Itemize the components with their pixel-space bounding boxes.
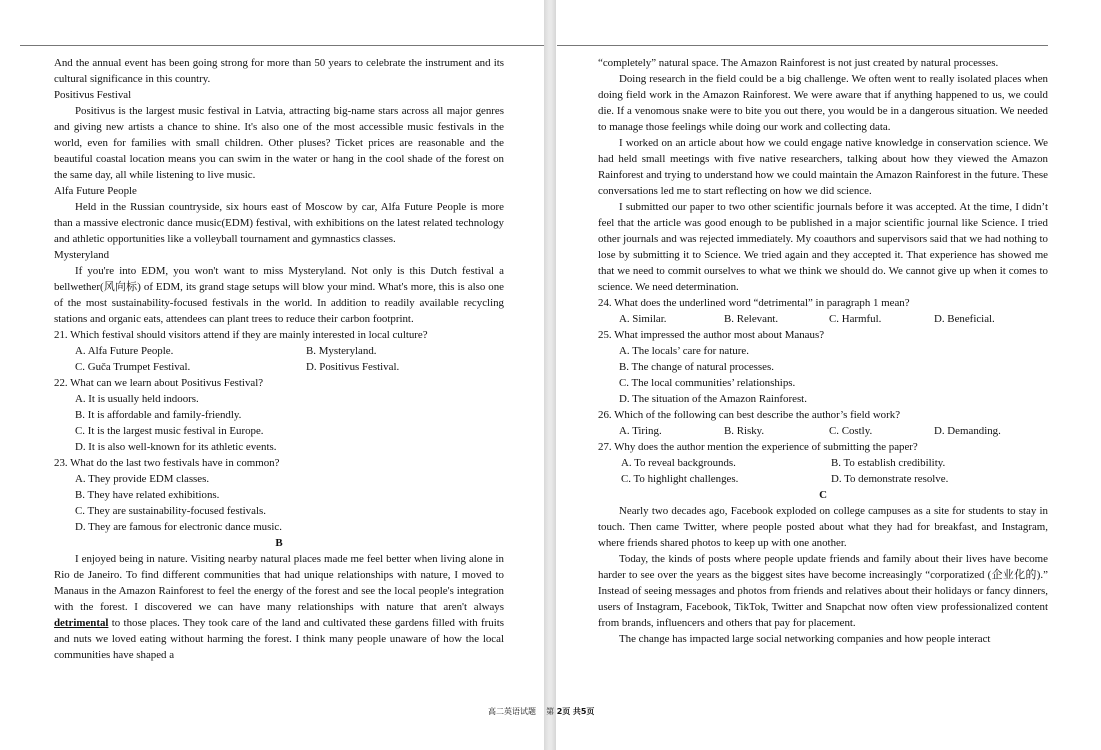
option: C. Guča Trumpet Festival. (75, 361, 191, 373)
question-23-options (54, 471, 504, 535)
option: A. Tiring. (619, 425, 662, 437)
option: A. To reveal backgrounds. (621, 457, 736, 469)
festival-heading-mysteryland: Mysteryland (54, 249, 110, 261)
section-c-heading: C (819, 489, 827, 501)
question-27-options (598, 455, 1048, 487)
passage-b-text-before: I enjoyed being in nature. Visiting nearby natural places made me feel better when living alone in Rio de Janeiro. To find different communities that had unique relationships with nature, I moved to Manaus in the Amazon Rainforest to feel the energy of the forest and see the local people's integration with the forest. I discovered we can have many relationships with nature that aren't always (54, 553, 504, 613)
positivus-paragraph: Positivus is the largest music festival in Latvia, attracting big-name stars across all major genres and giving new artists a chance to shine. It's also one of the most accessible music festivals in the world, even for families with small children. Other pluses? Ticket prices are reasonable and the beautiful coastal location means you can swim in the water or hang in the cool shade of the forest on the same day, all while listening to live music. (54, 105, 504, 181)
question-23: 23. What do the last two festivals have in common? (54, 457, 280, 469)
option: B. Risky. (724, 425, 765, 437)
option: D. Demanding. (934, 425, 1001, 437)
left-page (54, 55, 504, 663)
option: C. Harmful. (829, 313, 882, 325)
option: D. They are famous for electronic dance music. (75, 521, 282, 533)
passage-b-paragraph-3: I worked on an article about how we could engage native knowledge in conservation science. We had held small meetings with five native researchers, talking about how they viewed the Amazon Rainforest and trying to understand how we could maintain the Amazon Rainforest in the future. These conversations led me to start reflecting on how we did science. (598, 137, 1048, 197)
question-24: 24. What does the underlined word “detrimental” in paragraph 1 mean? (598, 297, 910, 309)
passage-b-text-after: to those places. They took care of the land and cultivated these gardens filled with fruits and nuts we loved eating without harming the forest. I think many people unaware of how the local communities have shaped a (54, 617, 504, 661)
option: C. Costly. (829, 425, 873, 437)
option: B. It is affordable and family-friendly. (75, 409, 242, 421)
page-gutter (544, 0, 556, 750)
question-27: 27. Why does the author mention the experience of submitting the paper? (598, 441, 918, 453)
page-footer (488, 706, 594, 718)
section-b-heading: B (275, 537, 283, 549)
option: C. The local communities’ relationships. (619, 377, 796, 389)
option: B. Mysteryland. (306, 345, 377, 357)
option: C. To highlight challenges. (621, 473, 739, 485)
question-26: 26. Which of the following can best describe the author’s field work? (598, 409, 901, 421)
passage-c-paragraph-3: The change has impacted large social networking companies and how people interact (619, 633, 991, 645)
festival-heading-positivus: Positivus Festival (54, 89, 132, 101)
question-25-options (598, 343, 1048, 407)
option: D. The situation of the Amazon Rainforest. (619, 393, 807, 405)
passage-c-paragraph-1: Nearly two decades ago, Facebook exploded on college campuses as a site for students to stay in touch. Then came Twitter, where people posted about what they had for breakfast, and Instagram, where friends shared photos to keep up with one another. (598, 505, 1048, 549)
passage-c-paragraph-2: Today, the kinds of posts where people update friends and family about their lives have become harder to see over the years as the biggest sites have become increasingly “corporatized (企业化的).” Instead of seeing messages and photos from friends and relatives about their holidays or fancy dinners, users of Instagram, Facebook, TikTok, Twitter and Snapchat now often view professionalized content from brands, influencers and others that pay for placement. (598, 553, 1048, 629)
intro-paragraph: And the annual event has been going strong for more than 50 years to celebrate the instrument and its cultural significance in this country. (54, 57, 504, 85)
option: A. It is usually held indoors. (75, 393, 199, 405)
option: D. Beneficial. (934, 313, 995, 325)
underlined-word-detrimental: detrimental (54, 617, 109, 629)
question-26-options (598, 423, 1048, 439)
passage-b-paragraph-2: Doing research in the field could be a big challenge. We often went to really isolated places when doing field work in the Amazon Rainforest. We were aware that if anything happened to us, we could die. If a venomous snake were to bite you out there, you would be in a dangerous situation. We needed to manage those feelings while doing our work and collecting data. (598, 73, 1048, 133)
question-22: 22. What can we learn about Positivus Festival? (54, 377, 264, 389)
footer-subject: 高二英语试题 (488, 707, 536, 716)
question-21-options (54, 343, 504, 375)
left-header-rule (20, 45, 544, 46)
option: D. To demonstrate resolve. (831, 473, 949, 485)
option: A. The locals’ care for nature. (619, 345, 749, 357)
question-25: 25. What impressed the author most about Manaus? (598, 329, 825, 341)
passage-b-paragraph-4: I submitted our paper to two other scientific journals before it was accepted. At the time, I didn’t feel that the article was good enough to be published in a major scientific journal like Science. I tried other journals and was rejected immediately. My coauthors and supervisors said that we had nothing to lose by submitting it to Science. We tried again and they accepted it. That experience has showed me that we need to commit ourselves to what we think we should do. We cannot give up when it comes to science. We need determination. (598, 201, 1048, 293)
option: B. The change of natural processes. (619, 361, 774, 373)
alfa-paragraph: Held in the Russian countryside, six hours east of Moscow by car, Alfa Future People is more than a massive electronic dance music(EDM) festival, with exhibitions on the latest related technology and athletic opportunities like a volleyball tournament and gymnastics classes. (54, 201, 504, 245)
footer-page-number: 2页 (556, 707, 571, 716)
right-header-rule (557, 45, 1048, 46)
option: A. Alfa Future People. (75, 345, 174, 357)
question-24-options (598, 311, 1048, 327)
option: D. It is also well-known for its athletic events. (75, 441, 277, 453)
mysteryland-paragraph: If you're into EDM, you won't want to miss Mysteryland. Not only is this Dutch festival a bellwether(风向标) of EDM, its grand stage setups will blow your mind. What's more, this is also one of the most sustainability-focused festivals in the world. In addition to readily available recycling stations and organic eats, attendees can plant trees to reduce their carbon footprint. (54, 265, 504, 325)
footer-total-pages: 共5页 (572, 707, 595, 716)
question-22-options (54, 391, 504, 455)
option: D. Positivus Festival. (306, 361, 400, 373)
footer-page-prefix: 第 (546, 707, 555, 716)
option: B. Relevant. (724, 313, 779, 325)
option: A. Similar. (619, 313, 667, 325)
option: C. It is the largest music festival in Europe. (75, 425, 264, 437)
passage-b-paragraph-1 (54, 551, 504, 663)
passage-b-continued: “completely” natural space. The Amazon Rainforest is not just created by natural processes. (598, 57, 999, 69)
option: A. They provide EDM classes. (75, 473, 210, 485)
option: B. To establish credibility. (831, 457, 946, 469)
option: C. They are sustainability-focused festivals. (75, 505, 266, 517)
question-21: 21. Which festival should visitors attend if they are mainly interested in local culture? (54, 329, 428, 341)
festival-heading-alfa: Alfa Future People (54, 185, 137, 197)
right-page (598, 55, 1048, 647)
option: B. They have related exhibitions. (75, 489, 220, 501)
